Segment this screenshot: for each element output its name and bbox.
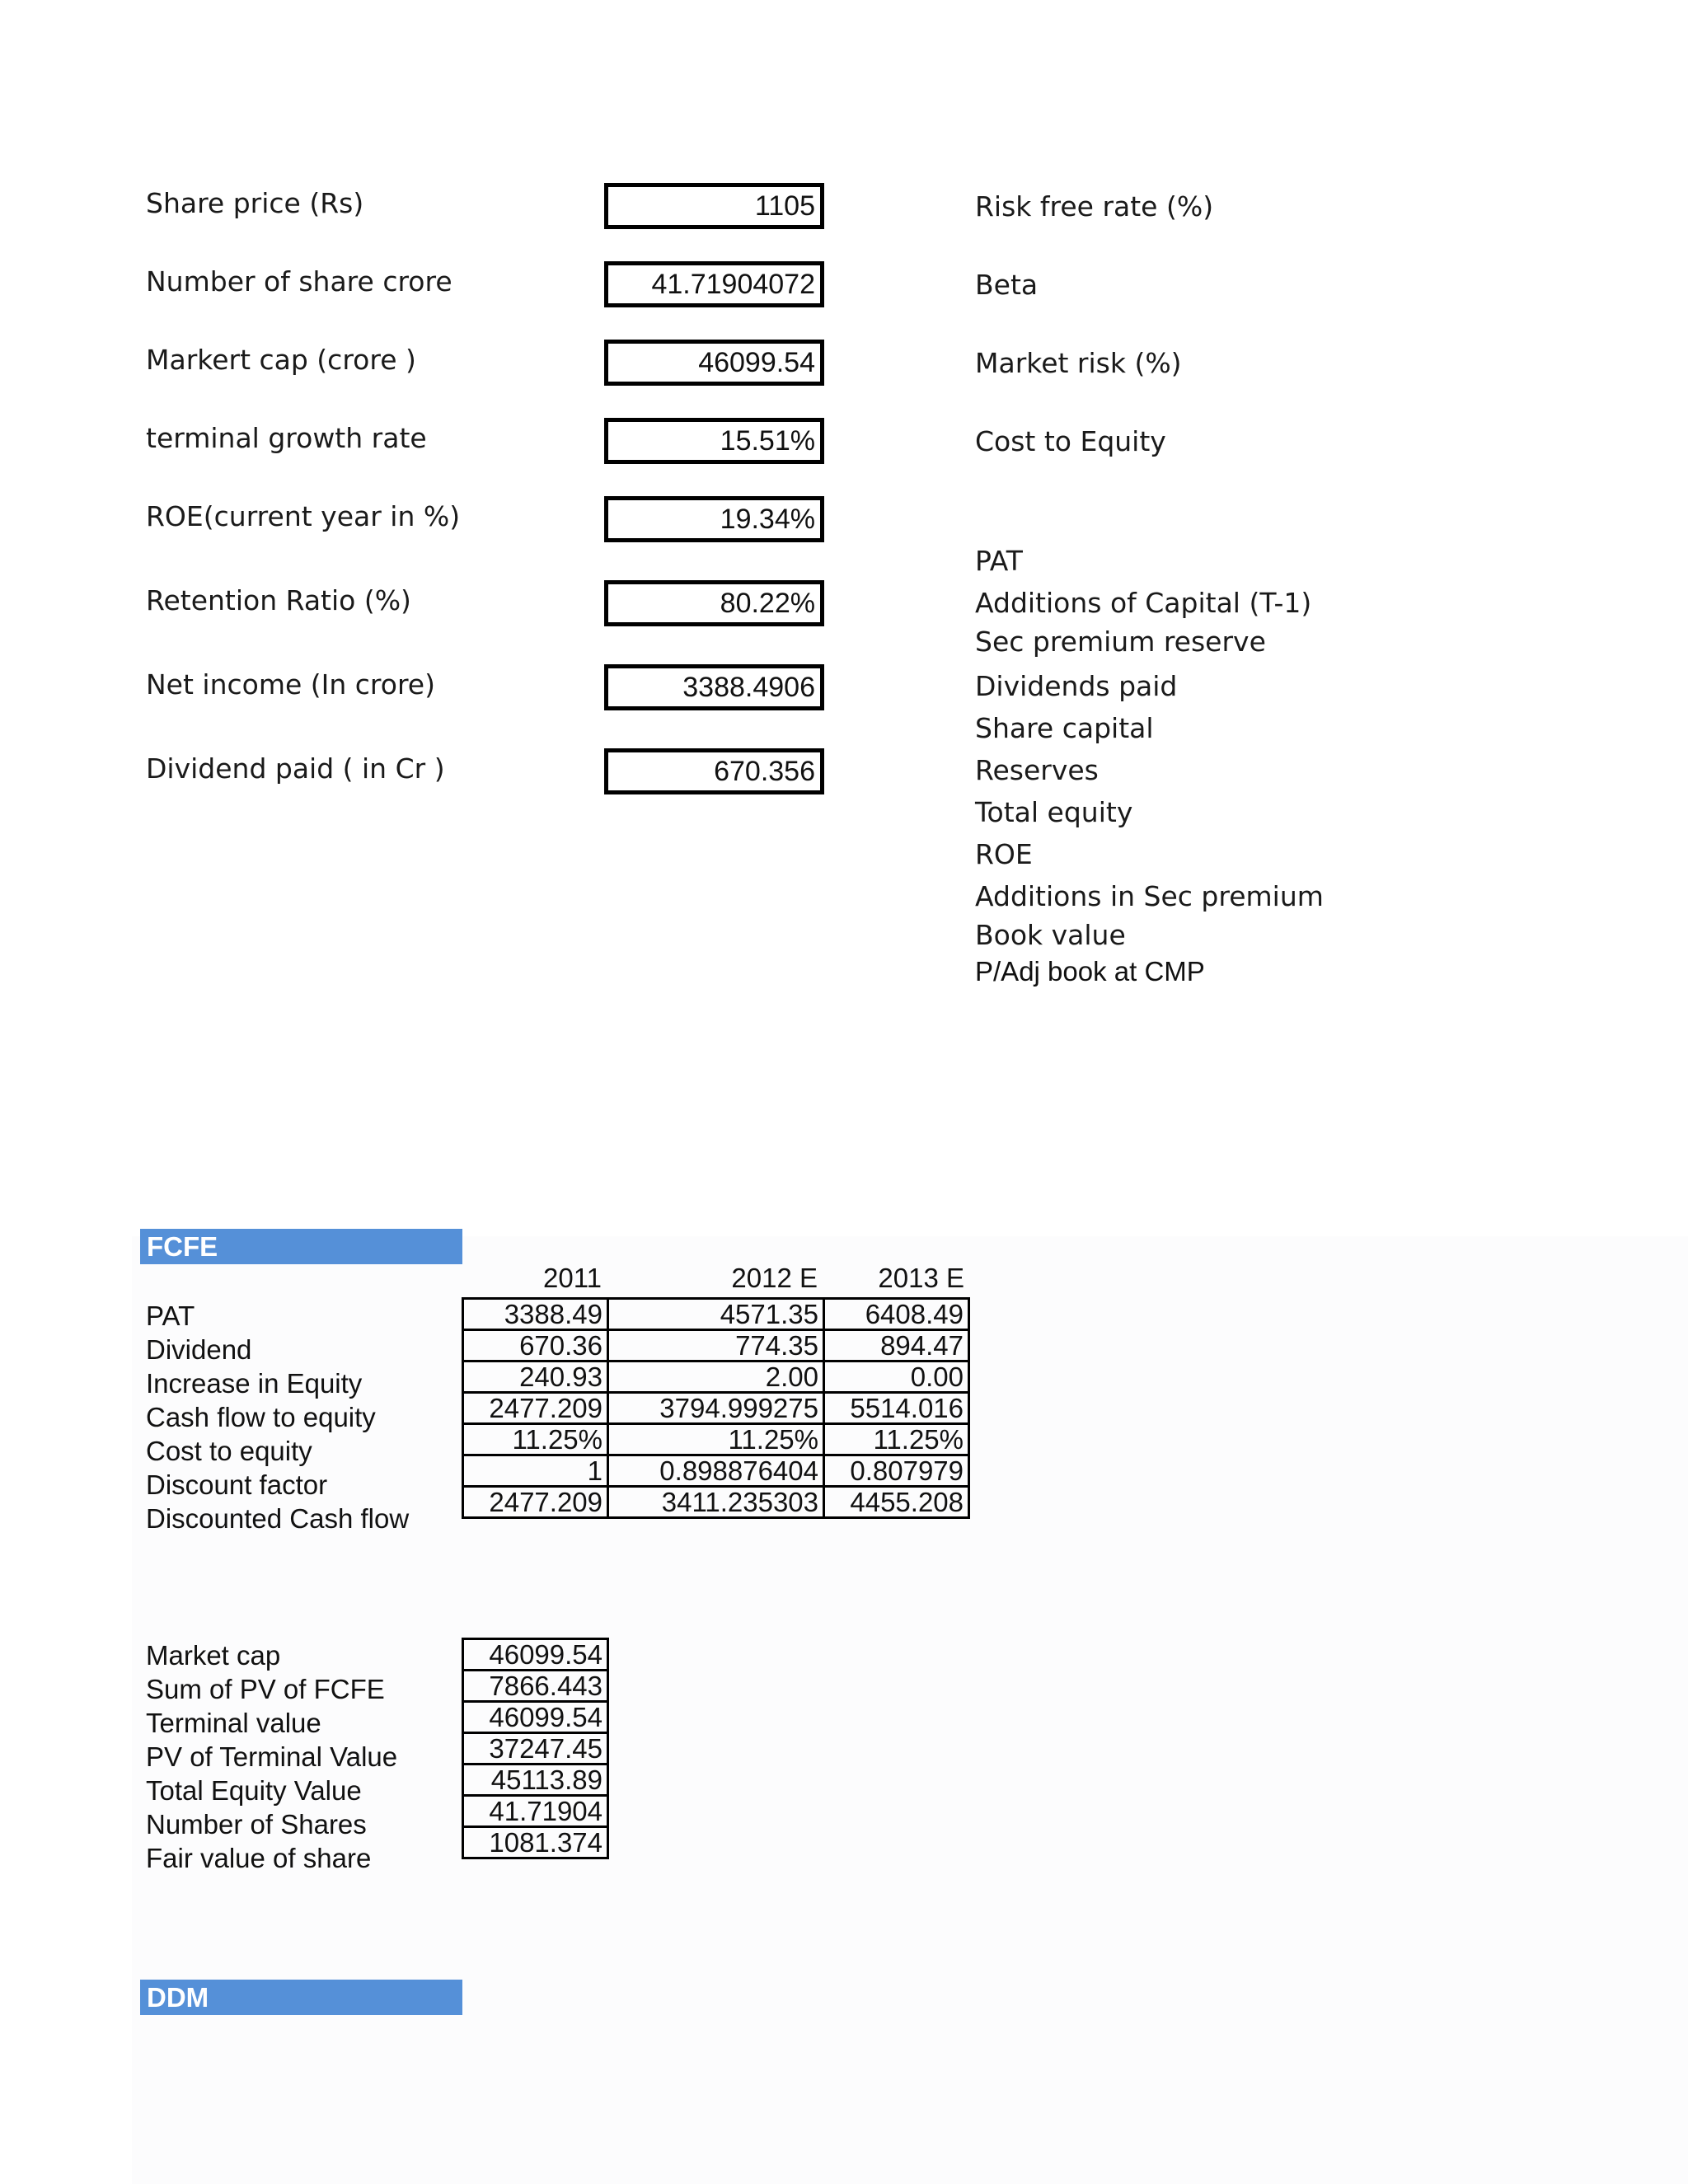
table-row	[463, 1361, 969, 1393]
table-cell[interactable]: 5514.016	[824, 1393, 969, 1424]
fcfe-row-label: Discount factor	[146, 1469, 328, 1500]
input-roe[interactable]: 19.34%	[604, 496, 824, 542]
label-beta: Beta	[975, 269, 1039, 301]
label-dividends-paid: Dividends paid	[975, 670, 1178, 702]
summary-label-number-of-shares: Number of Shares	[146, 1809, 367, 1840]
year-header-2013e: 2013 E	[878, 1263, 964, 1293]
summary-label-pv-terminal-value: PV of Terminal Value	[146, 1741, 398, 1772]
table-row	[463, 1796, 608, 1827]
table-cell[interactable]: 240.93	[463, 1361, 608, 1393]
table-row	[463, 1487, 969, 1518]
summary-label-total-equity-value: Total Equity Value	[146, 1775, 362, 1806]
summary-label-terminal-value: Terminal value	[146, 1708, 321, 1738]
table-row	[463, 1827, 608, 1858]
input-terminal-growth[interactable]: 15.51%	[604, 418, 824, 464]
table-cell[interactable]: 3388.49	[463, 1299, 608, 1330]
fcfe-table	[462, 1297, 970, 1519]
input-label-market-cap: Markert cap (crore )	[146, 344, 416, 376]
table-cell[interactable]: 4455.208	[824, 1487, 969, 1518]
table-cell[interactable]: 670.36	[463, 1330, 608, 1361]
table-cell[interactable]: 2477.209	[463, 1393, 608, 1424]
input-label-net-income: Net income (In crore)	[146, 668, 435, 701]
input-label-terminal-growth: terminal growth rate	[146, 422, 427, 454]
table-row	[463, 1393, 969, 1424]
summary-label-sum-pv-fcfe: Sum of PV of FCFE	[146, 1674, 385, 1704]
table-cell[interactable]: 6408.49	[824, 1299, 969, 1330]
label-additions-of-capital: Additions of Capital (T-1)	[975, 587, 1312, 619]
summary-table	[462, 1638, 609, 1859]
table-cell[interactable]: 2477.209	[463, 1487, 608, 1518]
table-cell[interactable]: 894.47	[824, 1330, 969, 1361]
table-row	[463, 1299, 969, 1330]
label-total-equity: Total equity	[975, 796, 1133, 828]
table-row	[463, 1733, 608, 1765]
input-label-retention-ratio: Retention Ratio (%)	[146, 584, 411, 616]
input-label-share-price: Share price (Rs)	[146, 187, 364, 219]
label-risk-free-rate: Risk free rate (%)	[975, 190, 1214, 223]
input-label-roe: ROE(current year in %)	[146, 500, 461, 532]
table-cell[interactable]: 2.00	[608, 1361, 824, 1393]
summary-value-number-of-shares[interactable]: 41.71904	[463, 1796, 608, 1827]
summary-value-market-cap[interactable]: 46099.54	[463, 1639, 608, 1671]
fcfe-row-label: Cash flow to equity	[146, 1402, 376, 1432]
year-header-2012e: 2012 E	[731, 1263, 818, 1293]
fcfe-row-label: Increase in Equity	[146, 1368, 363, 1399]
input-number-of-shares[interactable]: 41.71904072	[604, 261, 824, 307]
table-row	[463, 1671, 608, 1702]
summary-value-pv-terminal-value[interactable]: 37247.45	[463, 1733, 608, 1765]
table-cell[interactable]: 1	[463, 1455, 608, 1487]
fcfe-header: FCFE	[140, 1229, 462, 1264]
table-cell[interactable]: 3411.235303	[608, 1487, 824, 1518]
table-cell[interactable]: 0.898876404	[608, 1455, 824, 1487]
label-roe: ROE	[975, 838, 1033, 870]
table-row	[463, 1330, 969, 1361]
table-cell[interactable]: 11.25%	[824, 1424, 969, 1455]
table-cell[interactable]: 3794.999275	[608, 1393, 824, 1424]
summary-value-sum-pv-fcfe[interactable]: 7866.443	[463, 1671, 608, 1702]
table-cell[interactable]: 0.807979	[824, 1455, 969, 1487]
summary-value-terminal-value[interactable]: 46099.54	[463, 1702, 608, 1733]
label-sec-premium-reserve: Sec premium reserve	[975, 626, 1266, 658]
table-row	[463, 1424, 969, 1455]
input-label-number-of-shares: Number of share crore	[146, 265, 452, 298]
table-row	[463, 1455, 969, 1487]
table-cell[interactable]: 4571.35	[608, 1299, 824, 1330]
label-reserves: Reserves	[975, 754, 1099, 786]
input-retention-ratio[interactable]: 80.22%	[604, 580, 824, 626]
ddm-header: DDM	[140, 1980, 462, 2015]
table-cell[interactable]: 774.35	[608, 1330, 824, 1361]
label-share-capital: Share capital	[975, 712, 1154, 744]
label-p-adj-book: P/Adj book at CMP	[975, 956, 1205, 987]
fcfe-row-label: PAT	[146, 1301, 195, 1331]
input-market-cap[interactable]: 46099.54	[604, 340, 824, 386]
table-cell[interactable]: 11.25%	[608, 1424, 824, 1455]
label-market-risk: Market risk (%)	[975, 347, 1182, 379]
fcfe-row-label: Cost to equity	[146, 1436, 312, 1466]
table-row	[463, 1639, 608, 1671]
label-pat: PAT	[975, 545, 1023, 577]
label-book-value: Book value	[975, 919, 1126, 951]
summary-value-total-equity-value[interactable]: 45113.89	[463, 1765, 608, 1796]
fcfe-row-label: Discounted Cash flow	[146, 1503, 410, 1534]
input-net-income[interactable]: 3388.4906	[604, 664, 824, 710]
input-label-dividend-paid: Dividend paid ( in Cr )	[146, 752, 445, 785]
year-header-2011: 2011	[543, 1263, 602, 1293]
input-dividend-paid[interactable]: 670.356	[604, 748, 824, 794]
summary-value-fair-value[interactable]: 1081.374	[463, 1827, 608, 1858]
summary-label-fair-value: Fair value of share	[146, 1843, 372, 1873]
input-share-price[interactable]: 1105	[604, 183, 824, 229]
table-row	[463, 1702, 608, 1733]
fcfe-row-label: Dividend	[146, 1334, 252, 1365]
table-cell[interactable]: 11.25%	[463, 1424, 608, 1455]
table-row	[463, 1765, 608, 1796]
label-cost-to-equity: Cost to Equity	[975, 425, 1166, 457]
summary-label-market-cap: Market cap	[146, 1640, 281, 1671]
table-cell[interactable]: 0.00	[824, 1361, 969, 1393]
label-additions-in-sec-premium: Additions in Sec premium	[975, 880, 1324, 912]
